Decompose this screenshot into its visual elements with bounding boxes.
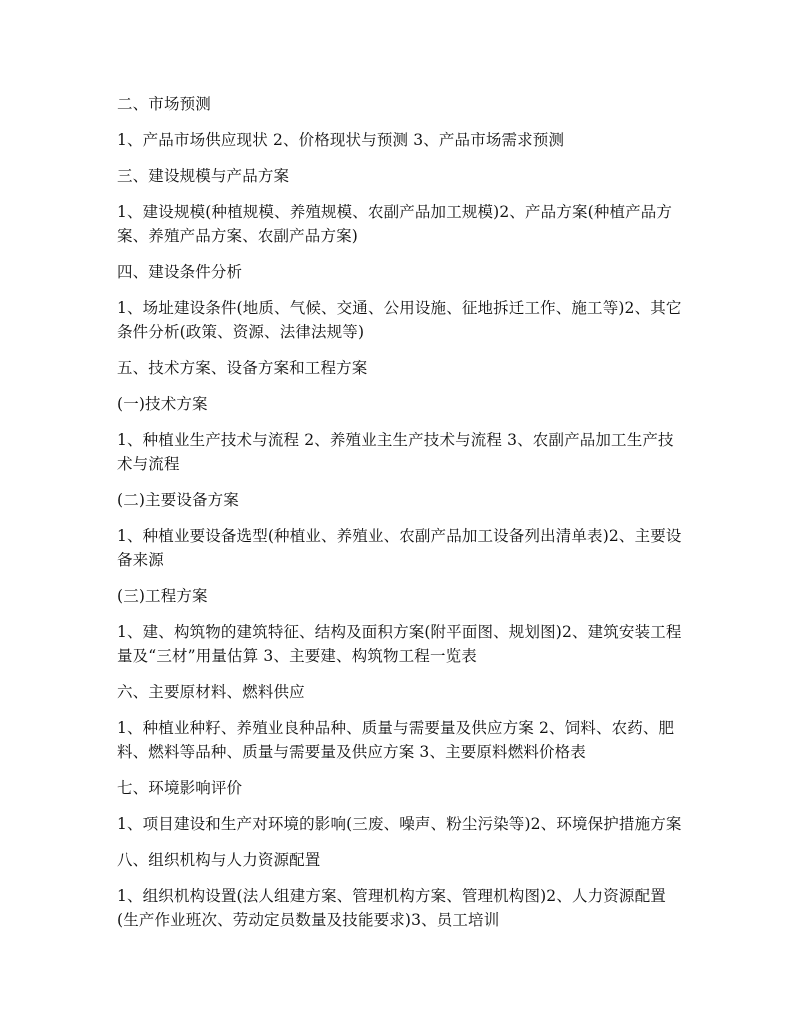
- section-body-8: 1、组织机构设置(法人组建方案、管理机构方案、管理机构图)2、人力资源配置(生产作业班次、劳动定员数量及技能要求)3、员工培训: [117, 887, 666, 929]
- subsection-body-tech: 1、种植业生产技术与流程 2、养殖业主生产技术与流程 3、农副产品加工生产技术与流程: [117, 431, 674, 473]
- subsection-body-engineering: 1、建、构筑物的建筑特征、结构及面积方案(附平面图、规划图)2、建筑安装工程量及“三材”用量估算 3、主要建、构筑物工程一览表: [117, 623, 682, 665]
- section-heading-8: 八、组织机构与人力资源配置: [117, 851, 321, 869]
- subsection-body-equipment: 1、种植业要设备选型(种植业、养殖业、农副产品加工设备列出清单表)2、主要设备来源: [117, 527, 682, 569]
- section-heading-6: 六、主要原材料、燃料供应: [117, 683, 305, 701]
- section-body-7: 1、项目建设和生产对环境的影响(三废、噪声、粉尘污染等)2、环境保护措施方案: [117, 815, 682, 833]
- subsection-heading-equipment: (二)主要设备方案: [117, 491, 239, 509]
- section-heading-4: 四、建设条件分析: [117, 263, 243, 281]
- subsection-heading-tech: (一)技术方案: [117, 395, 208, 413]
- section-heading-7: 七、环境影响评价: [117, 779, 243, 797]
- section-heading-3: 三、建设规模与产品方案: [117, 167, 290, 185]
- section-body-4: 1、场址建设条件(地质、气候、交通、公用设施、征地拆迁工作、施工等)2、其它条件分析(政策、资源、法律法规等): [117, 299, 682, 341]
- document-body: [117, 92, 687, 944]
- subsection-heading-engineering: (三)工程方案: [117, 587, 208, 605]
- section-body-3: 1、建设规模(种植规模、养殖规模、农副产品加工规模)2、产品方案(种植产品方案、养殖产品方案、农副产品方案): [117, 203, 673, 245]
- section-body-6: 1、种植业种籽、养殖业良种品种、质量与需要量及供应方案 2、饲料、农药、肥料、燃料等品种、质量与需要量及供应方案 3、主要原料燃料价格表: [117, 719, 675, 761]
- section-body-2: 1、产品市场供应现状 2、价格现状与预测 3、产品市场需求预测: [117, 131, 565, 149]
- section-heading-5: 五、技术方案、设备方案和工程方案: [117, 359, 368, 377]
- section-heading-2: 二、市场预测: [117, 95, 211, 113]
